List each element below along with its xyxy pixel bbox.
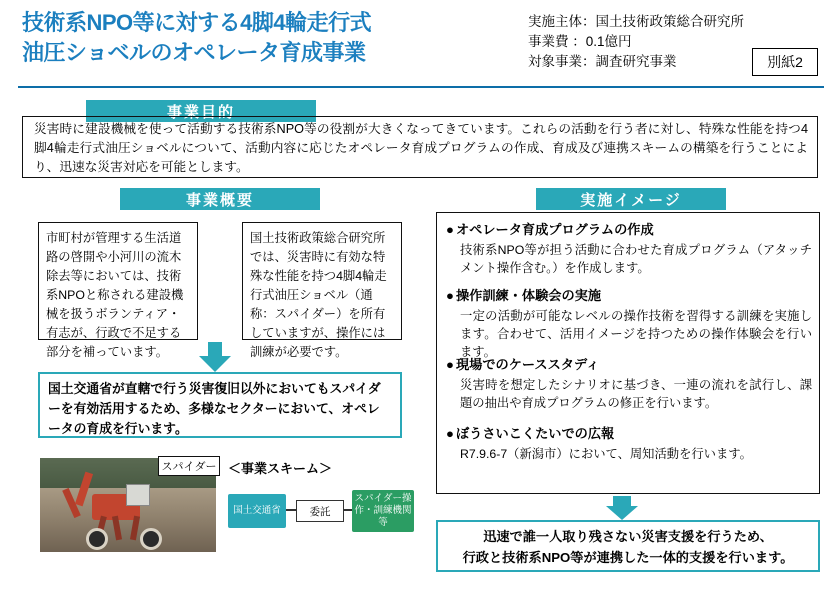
overview-heading: 事業概要 bbox=[120, 188, 320, 210]
implementation-item bbox=[446, 355, 812, 412]
conclusion-arrow-down-icon bbox=[606, 506, 638, 520]
scheme-title: ＜事業スキーム＞ bbox=[228, 461, 333, 476]
implementation-item bbox=[446, 286, 812, 361]
implementation-item-head bbox=[446, 220, 812, 239]
conclusion-line-1: 迅速で誰一人取り残さない災害支援を行うため、 bbox=[483, 529, 773, 544]
bullet-icon: ● bbox=[446, 357, 454, 372]
implementation-item-head bbox=[446, 424, 812, 443]
implementation-item-title: ぼうさいこくたいでの広報 bbox=[455, 426, 615, 441]
overview-result-box: 国土交通省が直轄で行う災害復旧以外においてもスパイダーを有効活用するため、多様なセクターにおいて、オペレータの育成を行います。 bbox=[38, 372, 402, 438]
meta-organization: 実施主体：国土技術政策総合研究所 bbox=[528, 14, 744, 29]
photo-caption: スパイダー bbox=[158, 456, 220, 476]
bullet-icon: ● bbox=[446, 222, 454, 237]
implementation-item-body: 技術系NPO等が担う活動に合わせた育成プログラム（アタッチメント操作含む。）を作成します。 bbox=[460, 243, 812, 275]
scheme-node-entrust: 委託 bbox=[296, 500, 344, 522]
overview-box-right: 国土技術政策総合研究所では、災害時に有効な特殊な性能を持つ4脚4輪走行式油圧ショベル（通称：スパイダー）を所有していますが、操作には訓練が必要です。 bbox=[242, 222, 402, 340]
page-title bbox=[22, 8, 522, 68]
bullet-icon: ● bbox=[446, 426, 454, 441]
implementation-item-title: 現場でのケーススタディ bbox=[455, 357, 600, 372]
arrow-down-icon bbox=[199, 356, 231, 372]
conclusion-box bbox=[436, 520, 820, 572]
implementation-heading: 実施イメージ bbox=[536, 188, 726, 210]
page-title-line-1: 技術系NPO等に対する4脚4輪走行式 bbox=[22, 10, 372, 35]
bullet-icon: ● bbox=[446, 288, 454, 303]
page-title-line-2: 油圧ショベルのオペレータ育成事業 bbox=[22, 40, 366, 65]
purpose-heading: 事業目的 bbox=[86, 100, 316, 122]
photo-machine-wheel bbox=[86, 528, 108, 550]
overview-box-left: 市町村が管理する生活道路の啓開や小河川の流木除去等においては、技術系NPOと称される建設機械を扱うボランティア・有志が、行政で不足する部分を補っています。 bbox=[38, 222, 198, 340]
implementation-item-body: 災害時を想定したシナリオに基づき、一連の流れを試行し、課題の抽出や育成プログラムの修正を行います。 bbox=[460, 378, 812, 410]
scheme-node-training-org: スパイダー操作・訓練機関等 bbox=[352, 490, 414, 532]
photo-machine-cab bbox=[126, 484, 150, 506]
annex-badge: 別紙2 bbox=[752, 48, 818, 76]
meta-budget: 事業費 ：0.1億円 bbox=[528, 34, 632, 49]
photo-machine-wheel bbox=[140, 528, 162, 550]
conclusion-line-2: 行政と技術系NPO等が連携した一体的支援を行います。 bbox=[462, 550, 794, 565]
implementation-item-body: 一定の活動が可能なレベルの操作技術を習得する訓練を実施します。合わせて、活用イメージを持つための操作体験会を行います。 bbox=[460, 309, 812, 359]
implementation-item-head bbox=[446, 286, 812, 305]
purpose-text: 災害時に建設機械を使って活動する技術系NPO等の役割が大きくなってきています。これらの活動を行う者に対し、特殊な性能を持つ4脚4輪走行式油圧ショベルについて、活動内容に応じたオペレータ育成プログラムの作成、育成及び連携スキームの構築を行うことにより、迅速な災害対応を可能とします。 bbox=[34, 122, 808, 174]
page-header bbox=[0, 0, 840, 84]
header-divider bbox=[18, 86, 824, 88]
header-meta bbox=[528, 12, 744, 72]
implementation-item-head bbox=[446, 355, 812, 374]
scheme-node-ministry: 国土交通省 bbox=[228, 494, 286, 528]
implementation-item bbox=[446, 424, 812, 463]
implementation-item-title: 操作訓練・体験会の実施 bbox=[455, 288, 602, 303]
implementation-item-body: R7.9.6-7（新潟市）において、周知活動を行います。 bbox=[460, 447, 752, 461]
implementation-item bbox=[446, 220, 812, 277]
meta-program: 対象事業：調査研究事業 bbox=[528, 54, 677, 69]
implementation-item-title: オペレータ育成プログラムの作成 bbox=[455, 222, 654, 237]
